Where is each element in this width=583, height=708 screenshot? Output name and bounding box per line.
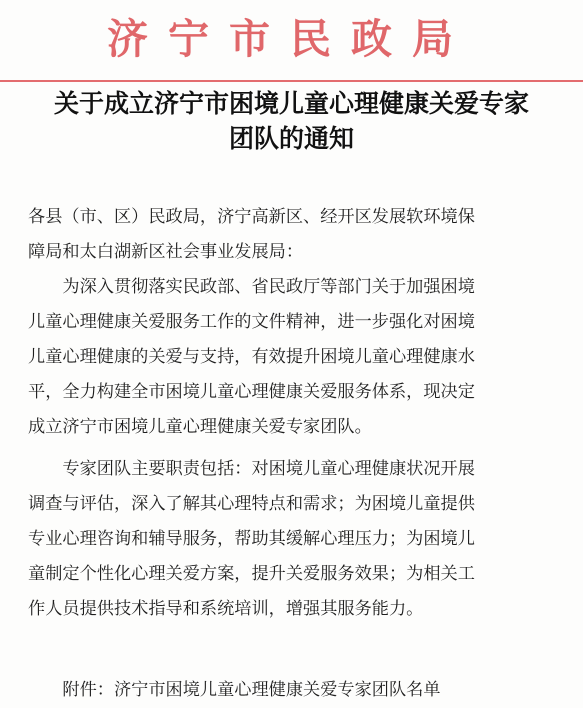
issuing-organization-name: 济宁市民政局 [107, 15, 473, 63]
addressee-line: 各县（市、区）民政局，济宁高新区、经开区发展软环境保 [28, 207, 475, 227]
notice-title-line-2: 团队的通知 [228, 124, 354, 153]
paragraph-line: 儿童心理健康的关爱与支持，有效提升困境儿童心理健康水 [28, 347, 475, 367]
paragraph-line: 专业心理咨询和辅导服务，帮助其缓解心理压力；为困境儿 [28, 529, 475, 549]
paragraph-line: 调查与评估，深入了解其心理特点和需求；为困境儿童提供 [28, 494, 475, 514]
document-letterhead [0, 12, 583, 70]
paragraph-line: 专家团队主要职责包括：对困境儿童心理健康状况开展 [28, 459, 475, 479]
addressee-block [28, 200, 558, 270]
paragraph-purpose [28, 270, 558, 445]
addressee-line: 障局和太白湖新区社会事业发展局： [28, 242, 304, 262]
attachment-note [28, 673, 558, 708]
paragraph-responsibilities [28, 452, 558, 627]
paragraph-line: 成立济宁市困境儿童心理健康关爱专家团队。 [28, 417, 372, 437]
paragraph-line: 作人员提供技术指导和系统培训，增强其服务能力。 [28, 599, 424, 619]
paragraph-line: 平，全力构建全市困境儿童心理健康关爱服务体系，现决定 [28, 382, 475, 402]
notice-title-line-1: 关于成立济宁市困境儿童心理健康关爱专家 [53, 89, 529, 118]
paragraph-line: 为深入贯彻落实民政部、省民政厅等部门关于加强困境 [28, 277, 475, 297]
letterhead-red-divider [0, 80, 583, 82]
paragraph-line: 儿童心理健康关爱服务工作的文件精神，进一步强化对困境 [28, 312, 475, 332]
paragraph-line: 童制定个性化心理关爱方案，提升关爱服务效果；为相关工 [28, 564, 475, 584]
attachment-line: 附件：济宁市困境儿童心理健康关爱专家团队名单 [28, 680, 441, 700]
